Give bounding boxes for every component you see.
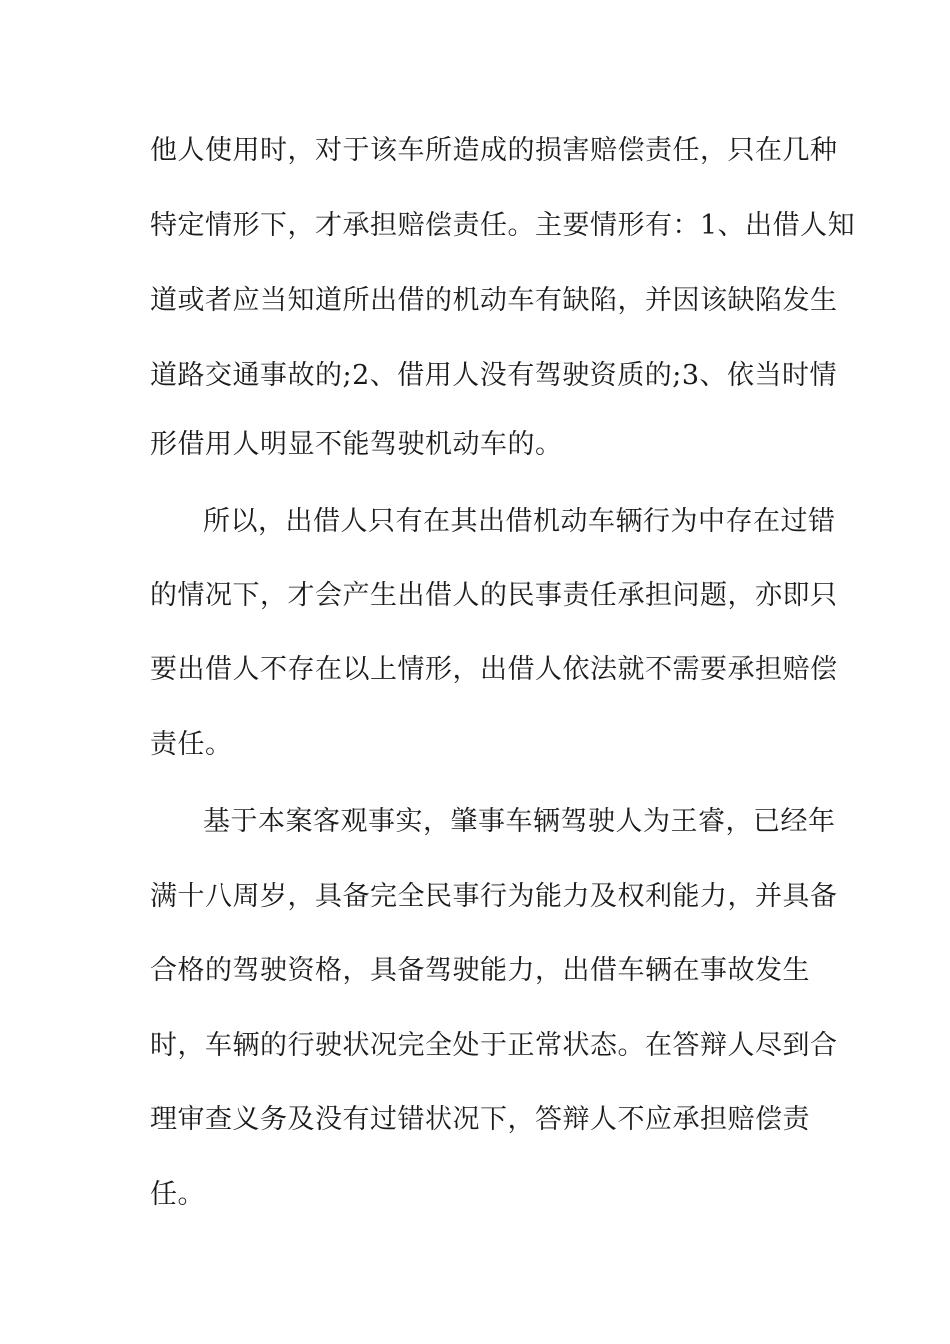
- text-line: 满十八周岁，具备完全民事行为能力及权利能力，并具备: [150, 881, 838, 912]
- text-line: 形借用人明显不能驾驶机动车的。: [150, 429, 563, 460]
- text-line: 任。: [150, 1179, 205, 1210]
- text-line: 合格的驾驶资格，具备驾驶能力，出借车辆在事故发生: [150, 955, 810, 986]
- text-line: 理审查义务及没有过错状况下，答辩人不应承担赔偿责: [150, 1104, 810, 1135]
- text-line: 道路交通事故的;2、借用人没有驾驶资质的;3、依当时情: [150, 360, 838, 391]
- text-line: 他人使用时，对于该车所造成的损害赔偿责任，只在几种: [150, 135, 838, 166]
- text-line: 道或者应当知道所出借的机动车有缺陷，并因该缺陷发生: [150, 285, 838, 316]
- text-line: 特定情形下，才承担赔偿责任。主要情形有：1、出借人知: [150, 210, 856, 241]
- paragraph-first-line: 所以，出借人只有在其出借机动车辆行为中存在过错: [203, 506, 836, 537]
- text-line: 责任。: [150, 729, 233, 760]
- text-line: 时，车辆的行驶状况完全处于正常状态。在答辩人尽到合: [150, 1030, 838, 1061]
- text-line: 的情况下，才会产生出借人的民事责任承担问题，亦即只: [150, 580, 838, 611]
- text-line: 要出借人不存在以上情形，出借人依法就不需要承担赔偿: [150, 654, 838, 685]
- paragraph-first-line: 基于本案客观事实，肇事车辆驾驶人为王睿，已经年: [203, 806, 836, 837]
